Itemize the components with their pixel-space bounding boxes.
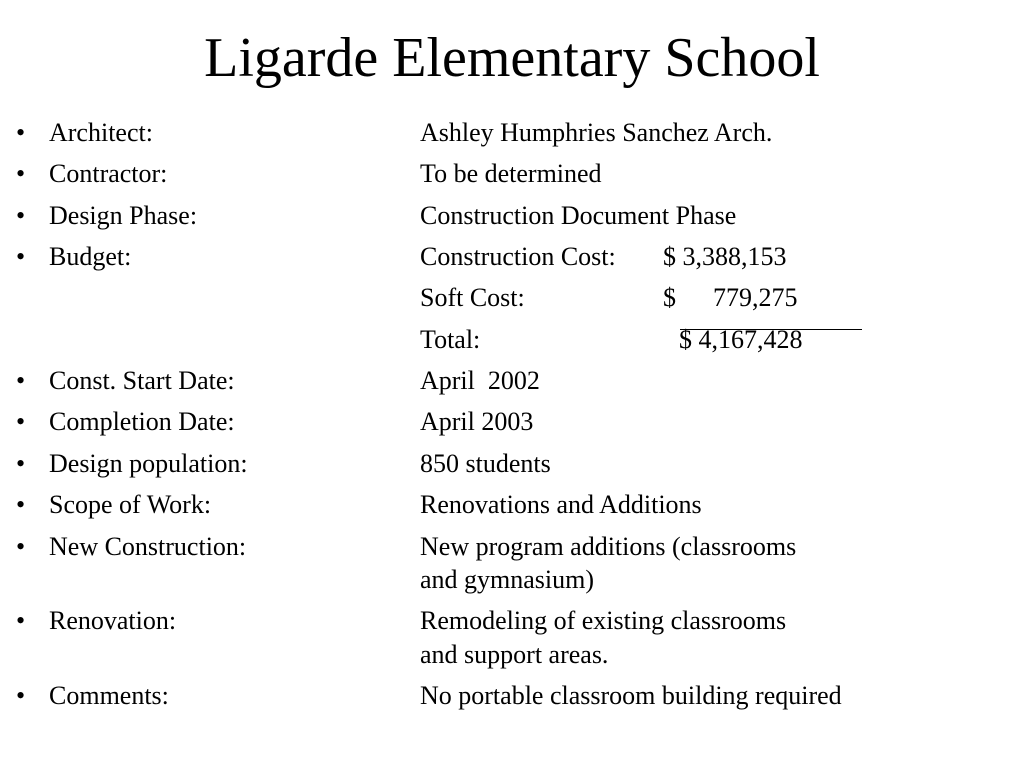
scope-of-work-label: Scope of Work: (49, 490, 212, 519)
design-population-value: 850 students (420, 449, 551, 478)
item-start-date (0, 364, 1024, 398)
renovation-label: Renovation: (49, 606, 177, 635)
total-label: Total: (420, 325, 481, 354)
comments-label: Comments: (49, 681, 169, 710)
budget-total-row (0, 323, 1024, 357)
new-construction-value-line2: and gymnasium) (420, 565, 595, 594)
item-scope-of-work (0, 488, 1024, 522)
start-date-label: Const. Start Date: (49, 366, 235, 395)
budget-label: Budget: (49, 242, 132, 271)
bullet-icon: • (16, 201, 26, 230)
bullet-icon: • (16, 118, 26, 147)
total-value: $ 4,167,428 (679, 325, 803, 354)
bullet-icon: • (16, 407, 26, 436)
new-construction-label: New Construction: (49, 532, 247, 561)
new-construction-value-line1: New program additions (classrooms (420, 532, 797, 561)
bullet-icon: • (16, 681, 26, 710)
budget-soft-cost-row (0, 281, 1024, 315)
item-new-construction (0, 530, 1024, 564)
bullet-icon: • (16, 366, 26, 395)
completion-date-label: Completion Date: (49, 407, 235, 436)
bullet-icon: • (16, 159, 26, 188)
item-design-phase (0, 199, 1024, 233)
bullet-icon: • (16, 242, 26, 271)
start-date-value: April 2002 (420, 366, 540, 395)
page-title: Ligarde Elementary School (204, 27, 820, 89)
contractor-label: Contractor: (49, 159, 168, 188)
bullet-icon: • (16, 490, 26, 519)
bullet-icon: • (16, 449, 26, 478)
contractor-value: To be determined (420, 159, 602, 188)
renovation-value-line1: Remodeling of existing classrooms (420, 606, 787, 635)
item-design-population (0, 447, 1024, 481)
architect-label: Architect: (49, 118, 153, 147)
item-architect (0, 116, 1024, 150)
item-completion-date (0, 405, 1024, 439)
item-renovation (0, 604, 1024, 638)
bullet-icon: • (16, 532, 26, 561)
soft-cost-label: Soft Cost: (420, 283, 525, 312)
renovation-value-line2: and support areas. (420, 640, 609, 669)
construction-cost-label: Construction Cost: (420, 242, 616, 271)
scope-of-work-value: Renovations and Additions (420, 490, 702, 519)
architect-value: Ashley Humphries Sanchez Arch. (420, 118, 773, 147)
item-comments (0, 679, 1024, 713)
bullet-icon: • (16, 606, 26, 635)
soft-cost-currency: $ (663, 283, 676, 312)
design-phase-value: Construction Document Phase (420, 201, 737, 230)
item-contractor (0, 157, 1024, 191)
design-phase-label: Design Phase: (49, 201, 198, 230)
design-population-label: Design population: (49, 449, 248, 478)
comments-value: No portable classroom building required (420, 681, 842, 710)
completion-date-value: April 2003 (420, 407, 534, 436)
item-budget (0, 240, 1024, 274)
soft-cost-value: 779,275 (713, 283, 798, 312)
construction-cost-value: $ 3,388,153 (663, 242, 787, 271)
